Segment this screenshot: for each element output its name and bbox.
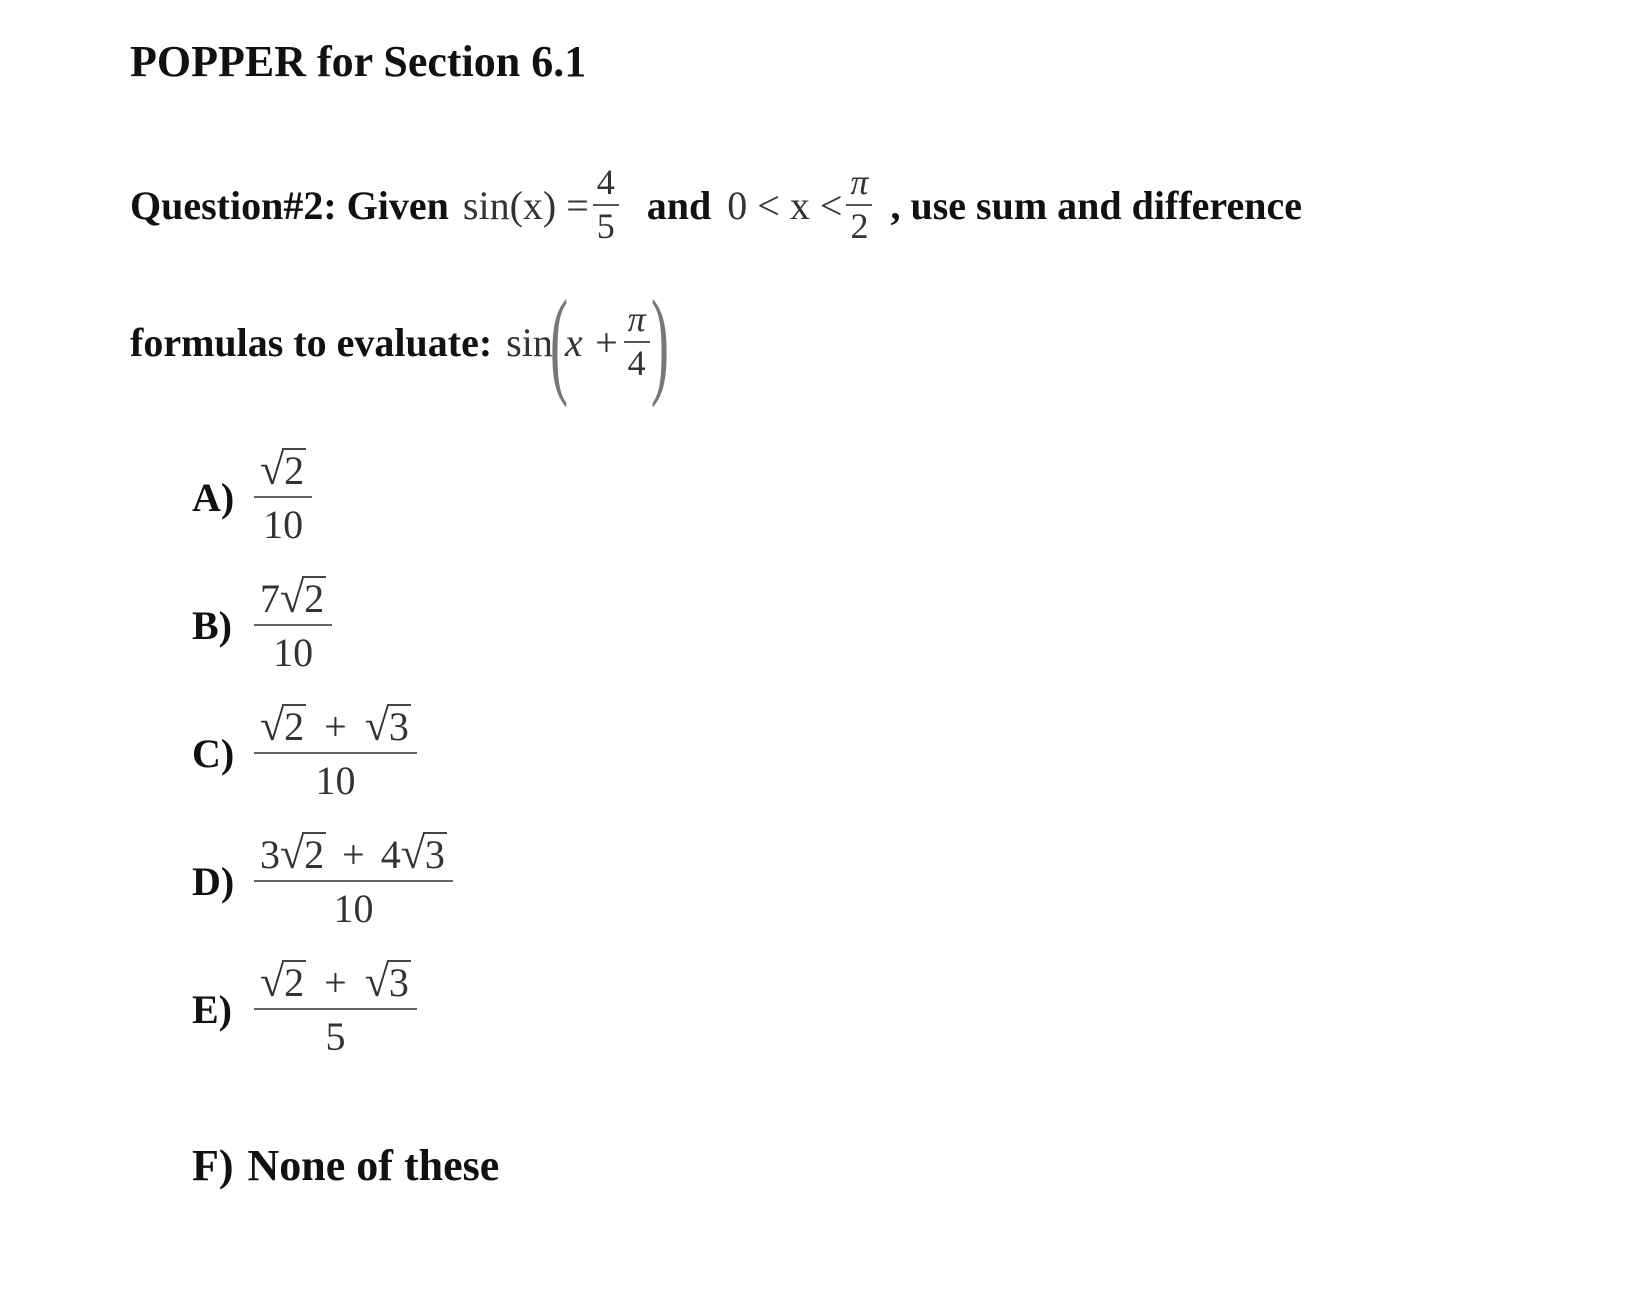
fraction-numerator: π xyxy=(627,299,646,340)
radical-sign: √ xyxy=(364,701,389,750)
choice-numerator xyxy=(254,701,417,752)
choice-f[interactable] xyxy=(192,1140,499,1191)
radicand: 2 xyxy=(284,704,305,749)
choice-denominator: 10 xyxy=(333,886,374,931)
question-prefix: Question#2: Given xyxy=(130,182,449,228)
coefficient: 3 xyxy=(260,832,280,877)
sin-x-expression: sin(x) = xyxy=(462,182,589,228)
choice-d[interactable] xyxy=(192,829,457,931)
plus-sign: + xyxy=(324,960,347,1005)
radical-sign: √ xyxy=(280,829,305,878)
question-suffix: , use sum and difference xyxy=(890,182,1302,228)
plus-sign: + xyxy=(342,832,365,877)
coefficient: 7 xyxy=(260,576,280,621)
radicand: 3 xyxy=(388,960,409,1005)
choice-label: C) xyxy=(192,730,235,776)
choice-denominator: 10 xyxy=(263,502,304,547)
page-title: POPPER for Section 6.1 xyxy=(130,37,587,86)
choice-text: None of these xyxy=(247,1141,500,1190)
fraction-denominator: 5 xyxy=(596,206,615,246)
radicand: 2 xyxy=(304,832,325,877)
radicand: 2 xyxy=(284,960,305,1005)
and-word: and xyxy=(646,182,712,228)
choice-fraction xyxy=(254,573,332,675)
radical-sign: √ xyxy=(400,829,425,878)
sqrt-expression xyxy=(260,957,306,1006)
radical-sign: √ xyxy=(260,701,285,750)
question-line2-prefix: formulas to evaluate: xyxy=(130,319,493,365)
choice-b[interactable] xyxy=(192,573,336,675)
fraction-denominator: 2 xyxy=(850,206,869,246)
fraction-pi-over-two xyxy=(846,164,872,246)
radical-sign: √ xyxy=(260,445,285,494)
sqrt-expression xyxy=(280,573,326,622)
sqrt-expression xyxy=(364,957,411,1006)
sin-function: sin xyxy=(506,319,553,365)
choice-denominator: 5 xyxy=(325,1014,346,1059)
choice-numerator xyxy=(254,573,332,624)
choice-label: F) xyxy=(192,1141,234,1190)
choice-a[interactable] xyxy=(192,445,316,547)
fraction-four-fifths xyxy=(593,164,619,246)
choice-e[interactable] xyxy=(192,957,421,1059)
coefficient: 4 xyxy=(380,832,401,877)
sqrt-expression xyxy=(260,445,306,494)
choice-label: D) xyxy=(192,858,235,904)
radicand: 3 xyxy=(388,704,409,749)
choice-fraction xyxy=(254,957,417,1059)
choice-numerator xyxy=(254,957,417,1008)
choice-fraction xyxy=(254,445,312,547)
choice-numerator xyxy=(254,445,312,496)
fraction-denominator: 4 xyxy=(627,343,646,383)
sqrt-expression xyxy=(280,829,326,878)
left-paren: ( xyxy=(549,275,568,408)
plus-sign: + xyxy=(324,704,347,749)
radical-sign: √ xyxy=(364,957,389,1006)
choice-fraction xyxy=(254,829,453,931)
radical-sign: √ xyxy=(260,957,285,1006)
fraction-numerator: 4 xyxy=(596,162,615,203)
sqrt-expression xyxy=(260,701,306,750)
question-line-1 xyxy=(130,150,1302,260)
choice-numerator xyxy=(254,829,453,880)
inequality: 0 < x < xyxy=(727,182,843,228)
question-line-2 xyxy=(130,275,669,408)
choice-label: E) xyxy=(192,986,232,1032)
sqrt-expression xyxy=(400,829,447,878)
right-paren: ) xyxy=(650,275,669,408)
radicand: 2 xyxy=(284,448,305,493)
sqrt-expression xyxy=(364,701,411,750)
fraction-pi-over-four xyxy=(624,301,650,383)
choice-fraction xyxy=(254,701,417,803)
radicand: 3 xyxy=(424,832,445,877)
choice-label: B) xyxy=(192,602,232,648)
choice-denominator: 10 xyxy=(273,630,314,675)
fraction-numerator: π xyxy=(850,162,869,203)
choice-c[interactable] xyxy=(192,701,421,803)
choice-denominator: 10 xyxy=(315,758,356,803)
x-plus: x + xyxy=(564,319,620,365)
radicand: 2 xyxy=(304,576,325,621)
choice-label: A) xyxy=(192,474,235,520)
radical-sign: √ xyxy=(280,573,305,622)
